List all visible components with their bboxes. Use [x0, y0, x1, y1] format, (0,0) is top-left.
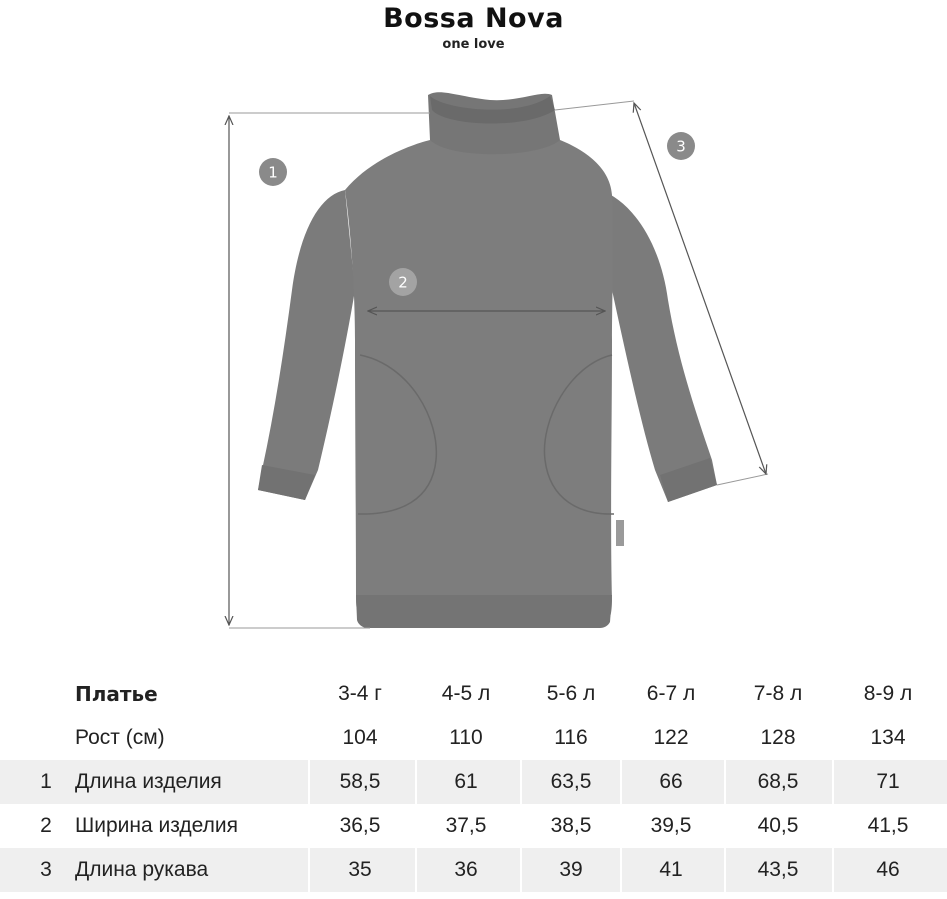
sleeve-row [0, 848, 947, 892]
size-header: 8-9 л [863, 682, 913, 705]
table-cell: 40,5 [757, 814, 799, 837]
table-cell: 41 [659, 858, 683, 881]
left-sleeve [258, 190, 355, 500]
marker-length-text: 1 [268, 163, 278, 182]
row-number: 2 [40, 814, 52, 837]
height-row [0, 716, 947, 760]
dress-body [345, 140, 613, 626]
size-header: 6-7 л [646, 682, 696, 705]
table-cell: 35 [348, 858, 372, 881]
hem-band [356, 595, 612, 628]
row-label: Длина изделия [75, 770, 222, 793]
size-header: 7-8 л [753, 682, 803, 705]
table-cell: 39 [559, 858, 583, 881]
table-cell: 41,5 [867, 814, 909, 837]
table-cell: 43,5 [757, 858, 799, 881]
side-tag [616, 520, 624, 546]
height-value: 122 [653, 726, 689, 749]
table-cell: 66 [659, 770, 683, 793]
row-number: 1 [40, 770, 52, 793]
row-label: Ширина изделия [75, 814, 238, 837]
brand-name: Bossa Nova [383, 3, 564, 34]
length-row [0, 760, 947, 804]
table-cell: 36 [454, 858, 478, 881]
table-cell: 46 [876, 858, 900, 881]
height-label: Рост (см) [75, 726, 165, 749]
size-table [0, 672, 947, 892]
table-cell: 63,5 [550, 770, 592, 793]
table-cell: 37,5 [445, 814, 487, 837]
brand-tagline: one love [442, 37, 505, 52]
size-header: 5-6 л [546, 682, 596, 705]
height-value: 116 [554, 726, 588, 749]
size-header: 3-4 г [338, 682, 382, 705]
marker-width-badge [389, 268, 417, 296]
height-value: 110 [449, 726, 483, 749]
right-sleeve [600, 190, 717, 502]
marker-width-text: 2 [398, 273, 408, 292]
height-value: 128 [760, 726, 796, 749]
table-cell: 71 [876, 770, 900, 793]
row-label: Длина рукава [75, 858, 209, 881]
table-cell: 58,5 [339, 770, 381, 793]
marker-sleeve-badge [667, 132, 695, 160]
marker-sleeve-text: 3 [676, 137, 686, 156]
height-value: 134 [870, 726, 906, 749]
marker-length-badge [259, 158, 287, 186]
size-header: 4-5 л [441, 682, 491, 705]
table-cell: 68,5 [757, 770, 799, 793]
width-row [0, 804, 947, 848]
product-label: Платье [75, 682, 158, 706]
table-cell: 38,5 [550, 814, 592, 837]
table-cell: 36,5 [339, 814, 381, 837]
table-cell: 61 [454, 770, 478, 793]
header-row [0, 672, 947, 716]
row-number: 3 [40, 858, 52, 881]
table-cell: 39,5 [650, 814, 692, 837]
height-value: 104 [342, 726, 378, 749]
